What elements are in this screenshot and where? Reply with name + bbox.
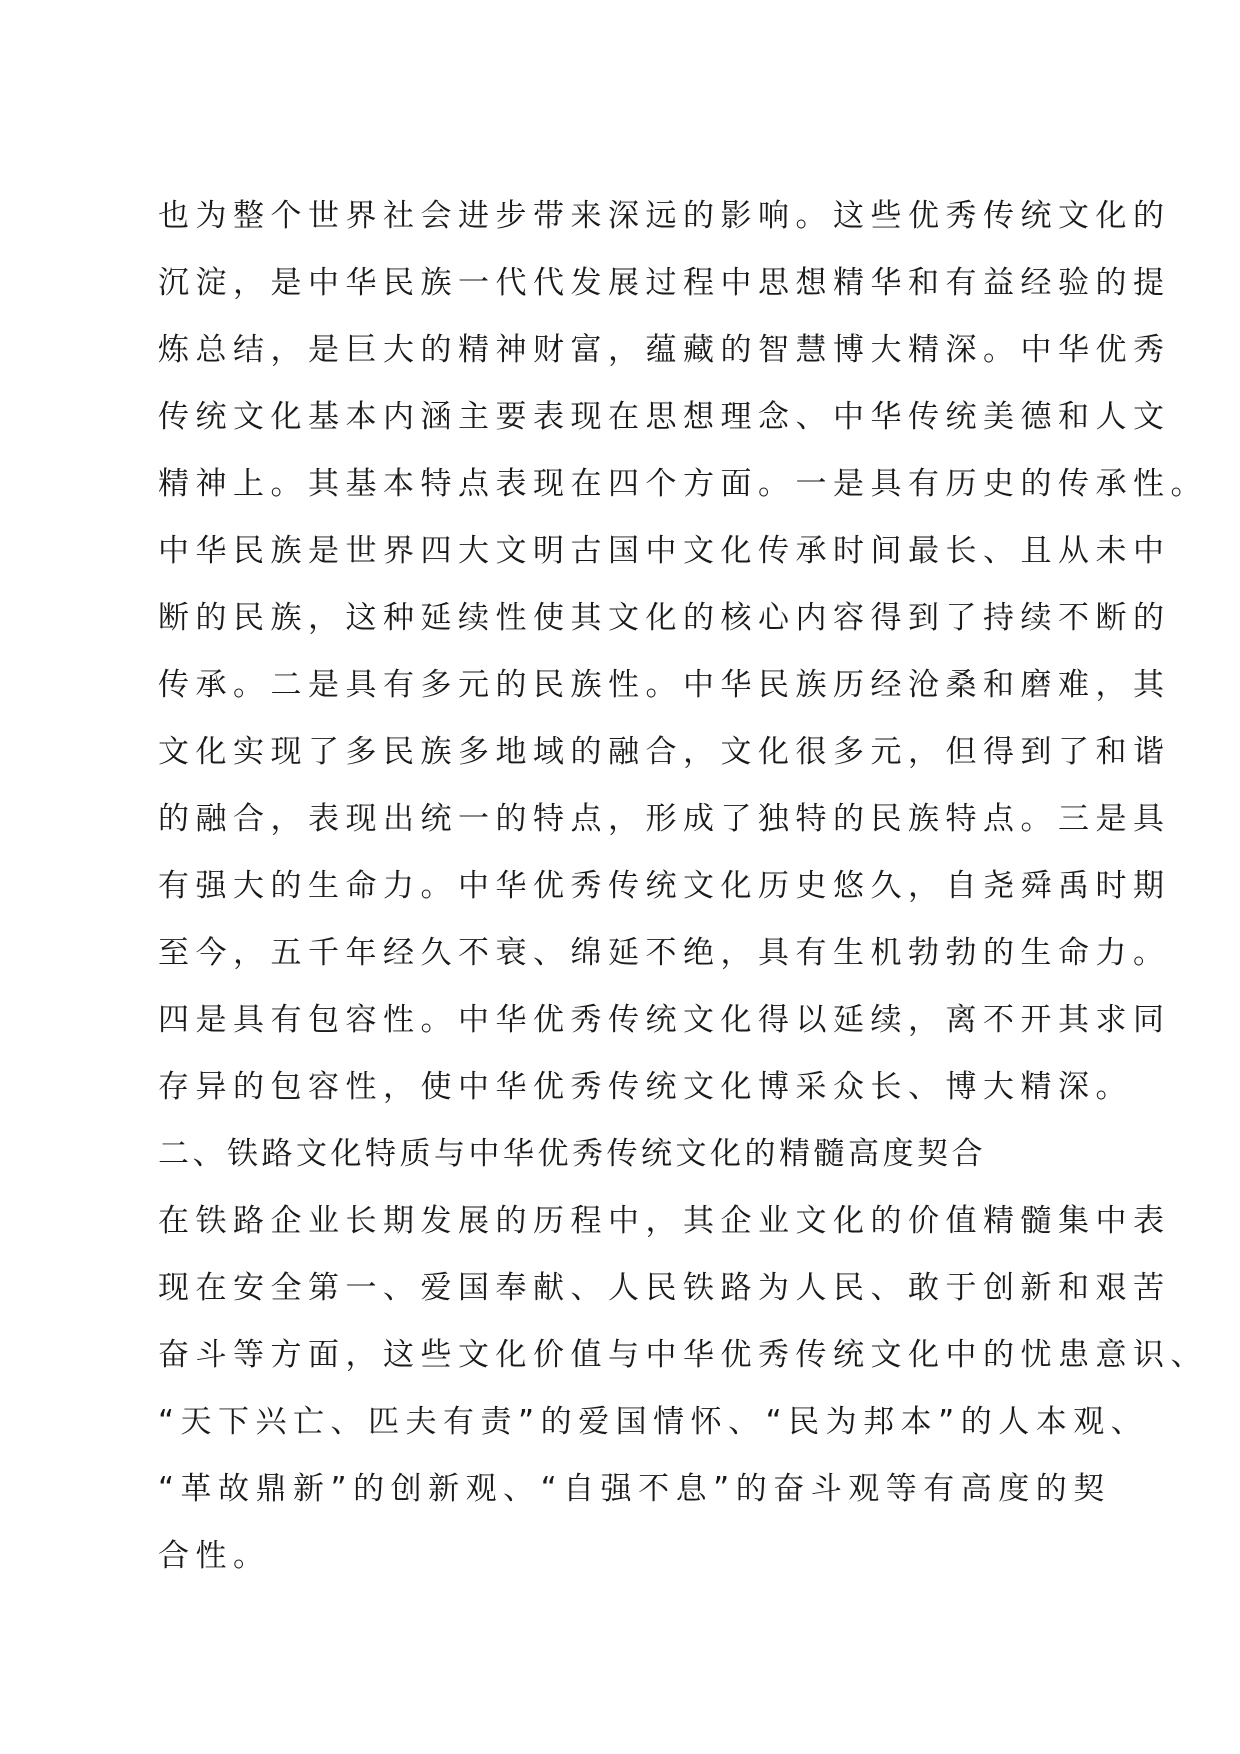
text-line: 至今，五千年经久不衰、绵延不绝，具有生机勃勃的生命力。 (158, 935, 1171, 971)
text-line: 四是具有包容性。中华优秀传统文化得以延续，离不开其求同 (158, 1002, 1171, 1038)
text-line: 的融合，表现出统一的特点，形成了独特的民族特点。三是具 (158, 801, 1171, 837)
text-line: 奋斗等方面，这些文化价值与中华优秀传统文化中的忧患意识、 (158, 1337, 1208, 1373)
text-line: 传统文化基本内涵主要表现在思想理念、中华传统美德和人文 (158, 399, 1171, 435)
section-heading: 二、铁路文化特质与中华优秀传统文化的精髓高度契合 (158, 1136, 986, 1172)
text-line: 现在安全第一、爱国奉献、人民铁路为人民、敢于创新和艰苦 (158, 1270, 1171, 1306)
text-line: “天下兴亡、匹夫有责”的爱国情怀、“民为邦本”的人本观、 (158, 1404, 1149, 1440)
text-line: 精神上。其基本特点表现在四个方面。一是具有历史的传承性。 (158, 466, 1208, 502)
text-line: 也为整个世界社会进步带来深远的影响。这些优秀传统文化的 (158, 198, 1171, 234)
text-line: 断的民族，这种延续性使其文化的核心内容得到了持续不断的 (158, 600, 1171, 636)
text-line: 在铁路企业长期发展的历程中，其企业文化的价值精髓集中表 (158, 1203, 1171, 1239)
text-line: 传承。二是具有多元的民族性。中华民族历经沧桑和磨难，其 (158, 667, 1171, 703)
body-text (158, 183, 1208, 1590)
text-line: “革故鼎新”的创新观、“自强不息”的奋斗观等有高度的契 (158, 1471, 1111, 1507)
text-line: 有强大的生命力。中华优秀传统文化历史悠久，自尧舜禹时期 (158, 868, 1171, 904)
text-line: 合性。 (158, 1538, 271, 1574)
text-line: 沉淀，是中华民族一代代发展过程中思想精华和有益经验的提 (158, 265, 1171, 301)
text-line: 存异的包容性，使中华优秀传统文化博采众长、博大精深。 (158, 1069, 1133, 1105)
text-line: 炼总结，是巨大的精神财富，蕴藏的智慧博大精深。中华优秀 (158, 332, 1171, 368)
text-line: 中华民族是世界四大文明古国中文化传承时间最长、且从未中 (158, 533, 1171, 569)
text-line: 文化实现了多民族多地域的融合，文化很多元，但得到了和谐 (158, 734, 1171, 770)
